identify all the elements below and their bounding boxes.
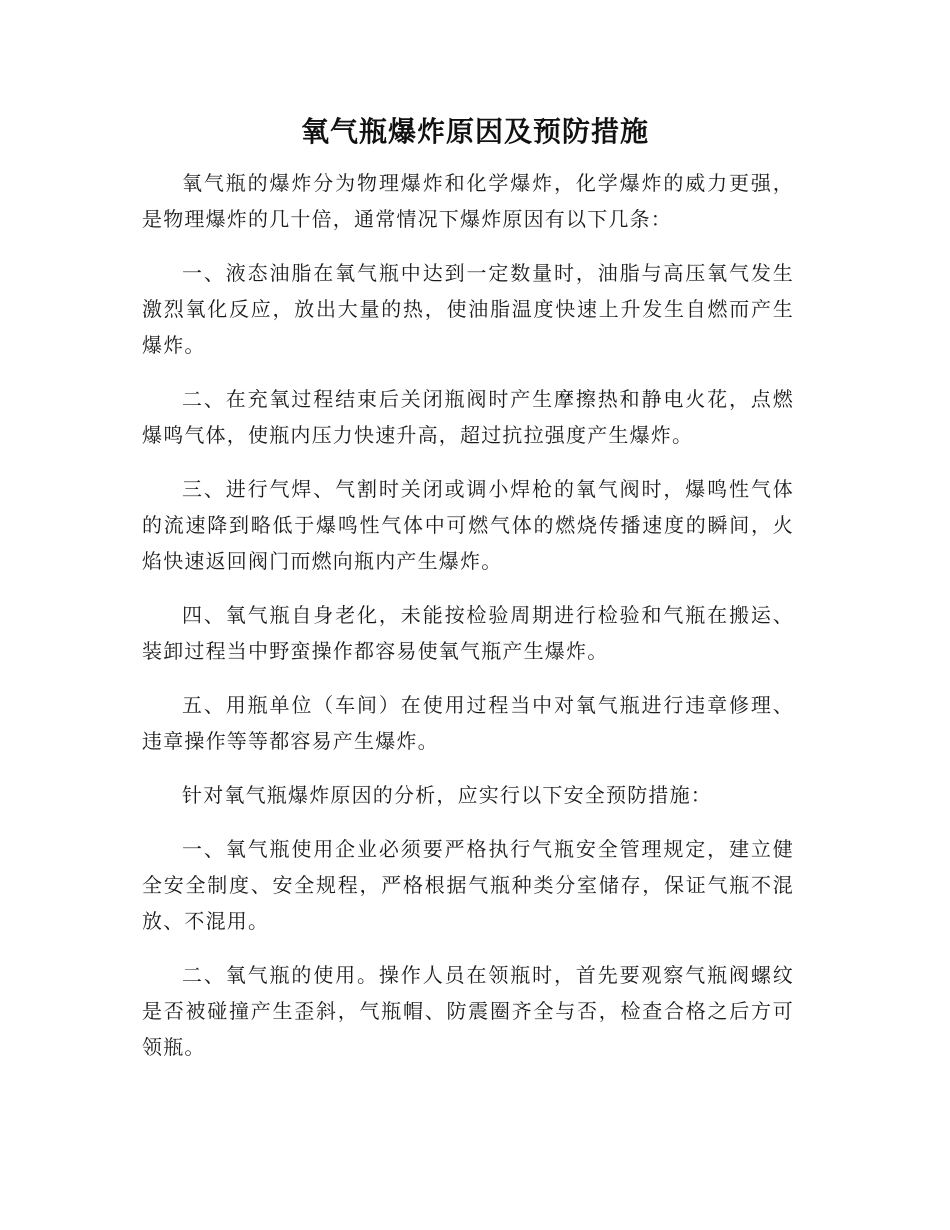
paragraph-intro: 氧气瓶的爆炸分为物理爆炸和化学爆炸，化学爆炸的威力更强，是物理爆炸的几十倍，通常情况下爆炸原因有以下几条： <box>142 171 794 231</box>
paragraph-cause-5: 五、用瓶单位（车间）在使用过程当中对氧气瓶进行违章修理、违章操作等等都容易产生爆炸。 <box>142 693 794 753</box>
paragraph-measure-1: 一、氧气瓶使用企业必须要严格执行气瓶安全管理规定，建立健全安全制度、安全规程，严格根据气瓶种类分室储存，保证气瓶不混放、不混用。 <box>142 837 794 933</box>
paragraph-measures-intro: 针对氧气瓶爆炸原因的分析，应实行以下安全预防措施： <box>182 783 712 807</box>
paragraph-cause-1: 一、液态油脂在氧气瓶中达到一定数量时，油脂与高压氧气发生激烈氧化反应，放出大量的热，使油脂温度快速上升发生自燃而产生爆炸。 <box>142 261 794 357</box>
document-title: 氧气瓶爆炸原因及预防措施 <box>300 115 649 148</box>
paragraph-measure-2: 二、氧气瓶的使用。操作人员在领瓶时，首先要观察气瓶阀螺纹是否被碰撞产生歪斜，气瓶帽、防震圈齐全与否，检查合格之后方可领瓶。 <box>142 963 794 1059</box>
paragraph-cause-4: 四、氧气瓶自身老化，未能按检验周期进行检验和气瓶在搬运、装卸过程当中野蛮操作都容易使氧气瓶产生爆炸。 <box>142 603 794 663</box>
document-body <box>142 165 794 1083</box>
paragraph-cause-2: 二、在充氧过程结束后关闭瓶阀时产生摩擦热和静电火花，点燃爆鸣气体，使瓶内压力快速升高，超过抗拉强度产生爆炸。 <box>142 387 794 447</box>
paragraph-cause-3: 三、进行气焊、气割时关闭或调小焊枪的氧气阀时，爆鸣性气体的流速降到略低于爆鸣性气体中可燃气体的燃烧传播速度的瞬间，火焰快速返回阀门而燃向瓶内产生爆炸。 <box>142 477 794 573</box>
